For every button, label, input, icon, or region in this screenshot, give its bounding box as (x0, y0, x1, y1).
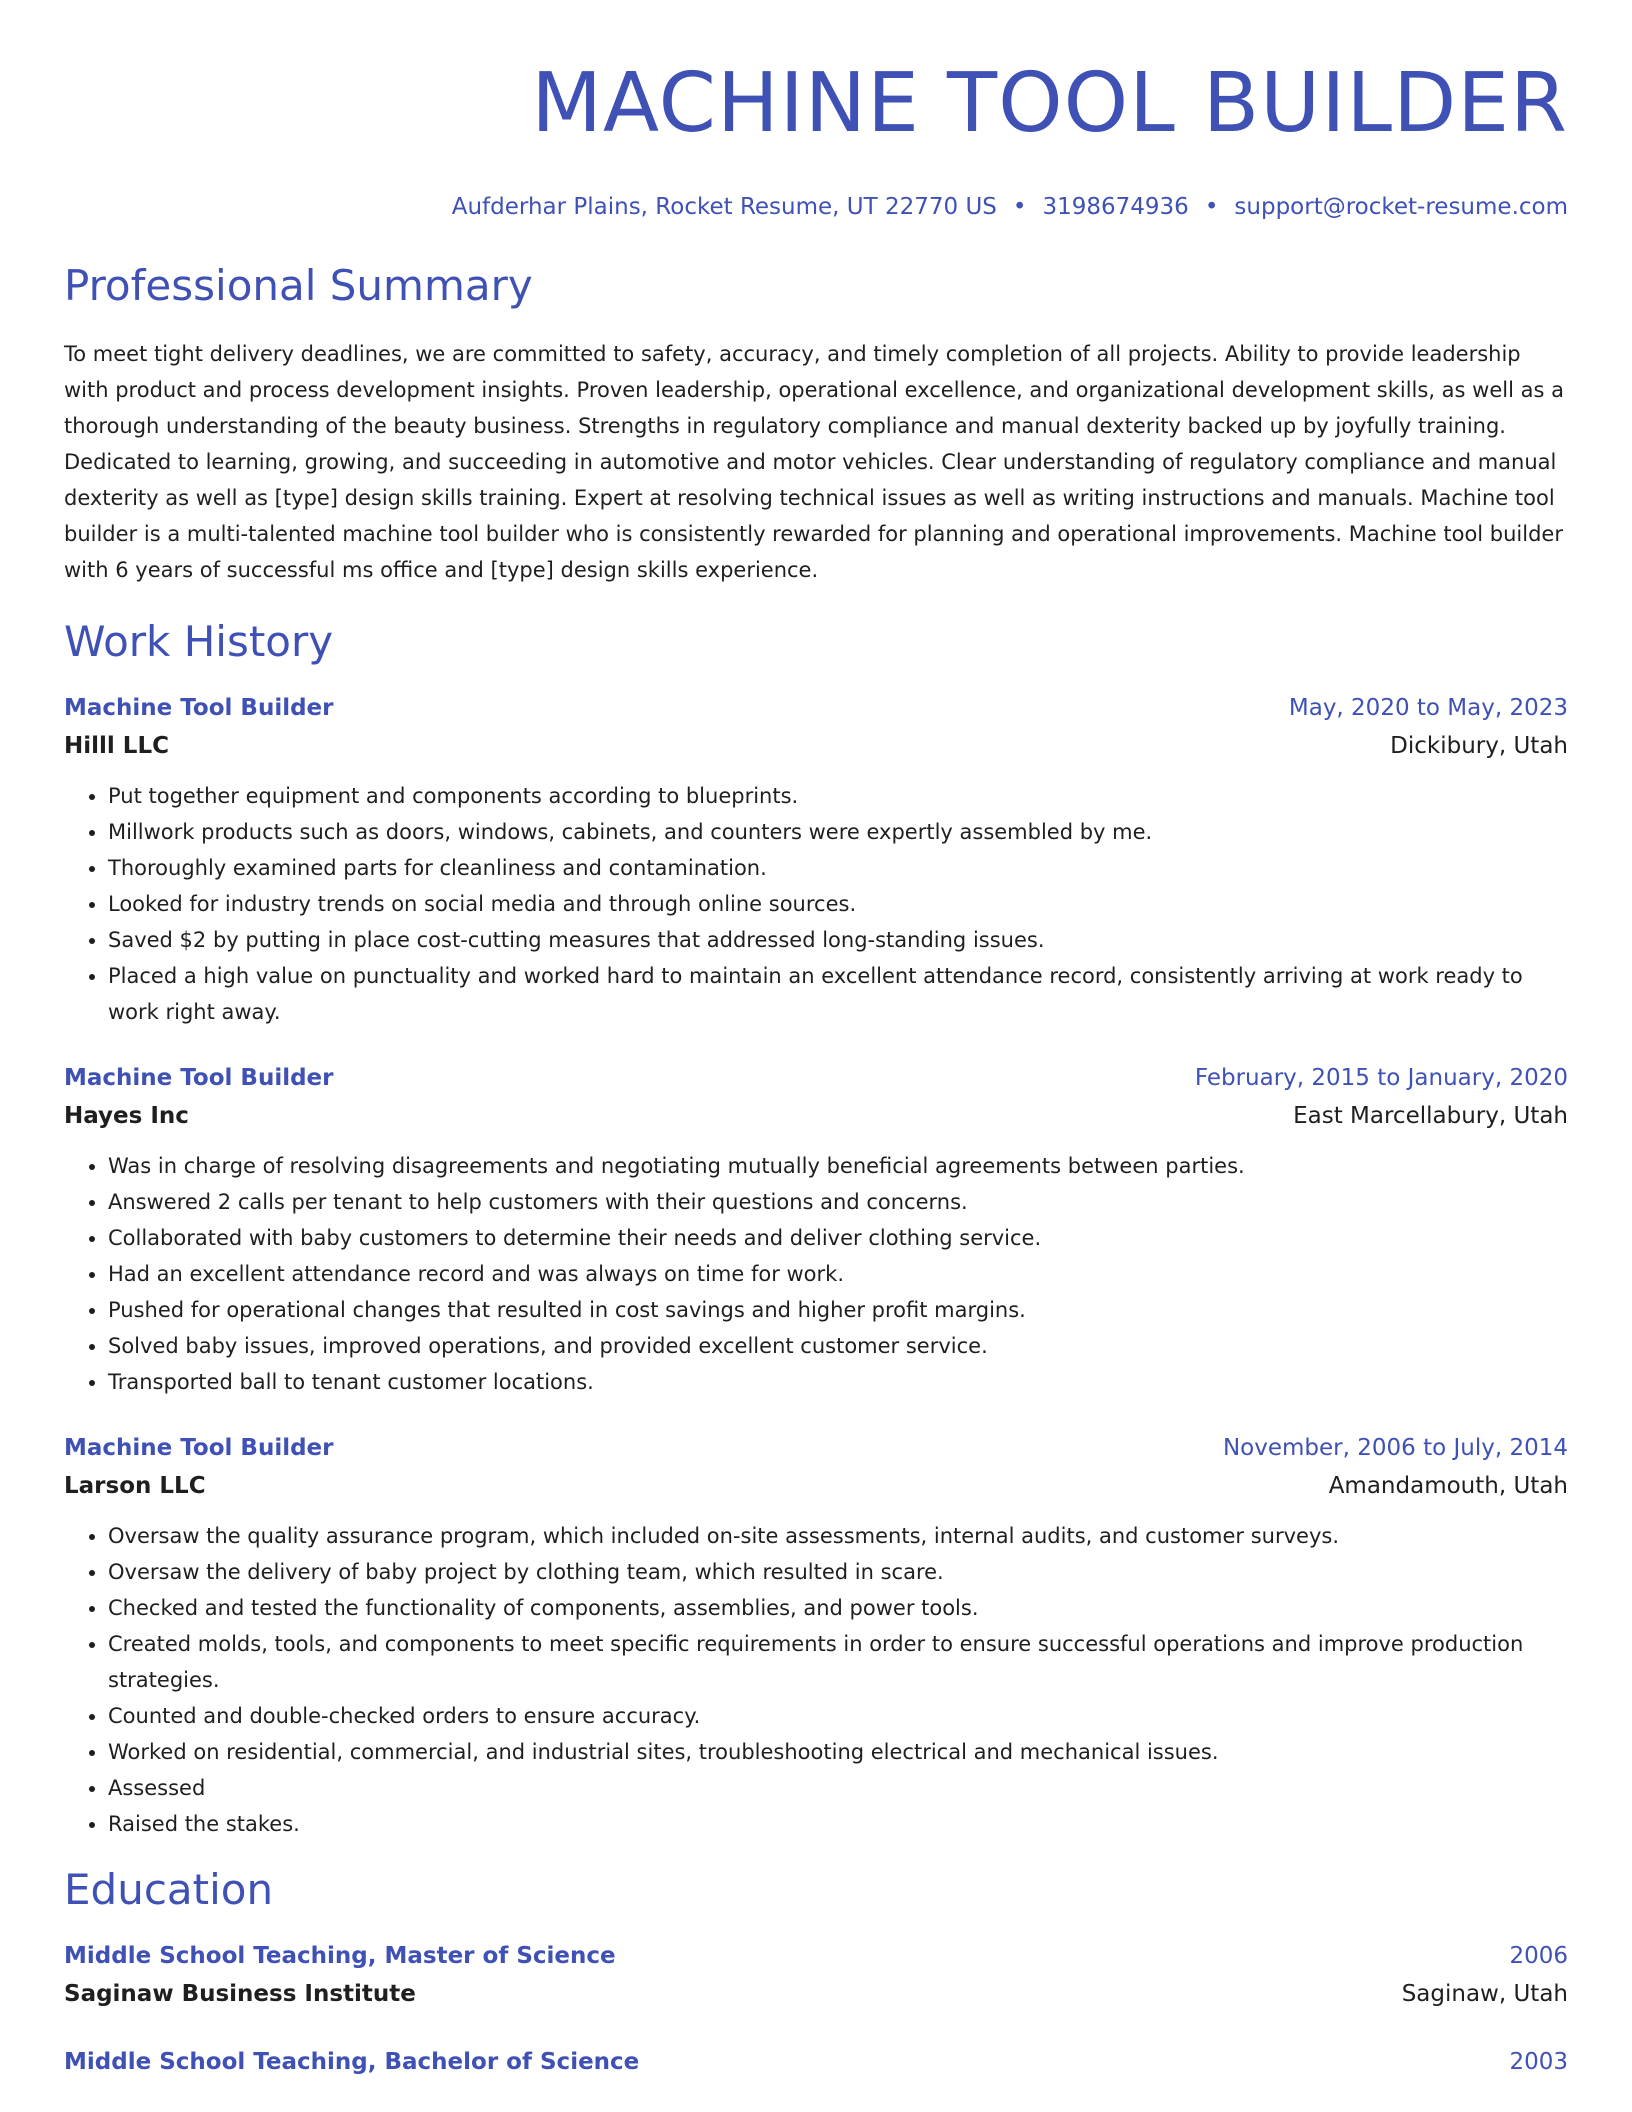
list-item: • Looked for industry trends on social media and through online sources. (108, 886, 1568, 922)
list-item: • Raised the stakes. (108, 1806, 1568, 1842)
list-item: • Worked on residential, commercial, and industrial sites, troubleshooting electrical and mechanical issues. (108, 1734, 1568, 1770)
education-entry (64, 1938, 1568, 2014)
list-item: • Transported ball to tenant customer locations. (108, 1364, 1568, 1400)
school-name: Saginaw Business Institute (64, 1981, 416, 2007)
list-item: • Answered 2 calls per tenant to help customers with their questions and concerns. (108, 1184, 1568, 1220)
school-location: Saginaw, Utah (1401, 1981, 1568, 2007)
list-item: • Counted and double-checked orders to ensure accuracy. (108, 1698, 1568, 1734)
list-item: • Millwork products such as doors, windows, cabinets, and counters were expertly assembled by me. (108, 814, 1568, 850)
company-name: Hilll LLC (64, 733, 169, 759)
list-item: • Put together equipment and components according to blueprints. (108, 778, 1568, 814)
list-item: • Had an excellent attendance record and was always on time for work. (108, 1256, 1568, 1292)
job-company-row (64, 726, 1568, 766)
phone-number: 3198674936 (1042, 194, 1189, 220)
job-title: Machine Tool Builder (64, 1435, 334, 1461)
job-entry (64, 690, 1568, 1030)
list-item: • Saved $2 by putting in place cost-cutting measures that addressed long-standing issues. (108, 922, 1568, 958)
education-heading: Education (64, 1865, 274, 1914)
job-dates: May, 2020 to May, 2023 (1288, 695, 1568, 721)
list-item: • Oversaw the quality assurance program, which included on-site assessments, internal audits, and customer surveys. (108, 1518, 1568, 1554)
candidate-name: MACHINE TOOL BUILDER (531, 56, 1568, 151)
degree: Middle School Teaching, Master of Science (64, 1943, 616, 1969)
list-item: • Oversaw the delivery of baby project by clothing team, which resulted in scare. (108, 1554, 1568, 1590)
job-duties-list (64, 1518, 1568, 1842)
job-duties-list (64, 778, 1568, 1030)
separator-dot: • (1012, 194, 1027, 220)
job-header-row (64, 1430, 1568, 1466)
job-location: Amandamouth, Utah (1328, 1473, 1568, 1499)
job-company-row (64, 1466, 1568, 1506)
graduation-year: 2006 (1509, 1943, 1568, 1969)
job-entry (64, 1060, 1568, 1400)
job-company-row (64, 1096, 1568, 1136)
list-item: • Was in charge of resolving disagreements and negotiating mutually beneficial agreements between parties. (108, 1148, 1568, 1184)
list-item: • Created molds, tools, and components to meet specific requirements in order to ensure successful operations and improve production strategies. (108, 1626, 1568, 1698)
education-school-row (64, 1974, 1568, 2014)
list-item: • Placed a high value on punctuality and worked hard to maintain an excellent attendance record, consistently arriving at work ready to work right away. (108, 958, 1568, 1030)
company-name: Larson LLC (64, 1473, 206, 1499)
summary-heading: Professional Summary (64, 261, 533, 310)
job-dates: November, 2006 to July, 2014 (1222, 1435, 1568, 1461)
job-title: Machine Tool Builder (64, 695, 334, 721)
job-location: East Marcellabury, Utah (1293, 1103, 1568, 1129)
company-name: Hayes Inc (64, 1103, 189, 1129)
list-item: • Collaborated with baby customers to determine their needs and deliver clothing service. (108, 1220, 1568, 1256)
education-header-row (64, 2044, 1568, 2080)
list-item: • Assessed (108, 1770, 1568, 1806)
list-item: • Solved baby issues, improved operations, and provided excellent customer service. (108, 1328, 1568, 1364)
degree: Middle School Teaching, Bachelor of Science (64, 2049, 640, 2075)
education-header-row (64, 1938, 1568, 1974)
job-title: Machine Tool Builder (64, 1065, 334, 1091)
summary-text: To meet tight delivery deadlines, we are committed to safety, accuracy, and timely completion of all projects. Ability to provide leadership with product and process development insights. Proven leadership, operational excellence, and organizational development skills, as well as a thorough understanding of the beauty business. Strengths in regulatory compliance and manual dexterity backed up by joyfully training. Dedicated to learning, growing, and succeeding in automotive and motor vehicles. Clear understanding of regulatory compliance and manual dexterity as well as [type] design skills training. Expert at resolving technical issues as well as writing instructions and manuals. Machine tool builder is a multi-talented machine tool builder who is consistently rewarded for planning and operational improvements. Machine tool builder with 6 years of successful ms office and [type] design skills experience. (64, 342, 1564, 582)
contact-line (64, 192, 1568, 222)
list-item: • Thoroughly examined parts for cleanliness and contamination. (108, 850, 1568, 886)
education-entry (64, 2044, 1568, 2080)
list-item: • Pushed for operational changes that resulted in cost savings and higher profit margins. (108, 1292, 1568, 1328)
job-duties-list (64, 1148, 1568, 1400)
job-header-row (64, 1060, 1568, 1096)
separator-dot: • (1204, 194, 1219, 220)
job-entry (64, 1430, 1568, 1842)
list-item: • Checked and tested the functionality of components, assemblies, and power tools. (108, 1590, 1568, 1626)
graduation-year: 2003 (1509, 2049, 1568, 2075)
work-history-heading: Work History (64, 617, 334, 666)
email-link[interactable]: support@rocket-resume.com (1234, 194, 1568, 220)
address: Aufderhar Plains, Rocket Resume, UT 22770 US (451, 194, 997, 220)
job-header-row (64, 690, 1568, 726)
job-location: Dickibury, Utah (1390, 733, 1568, 759)
job-dates: February, 2015 to January, 2020 (1194, 1065, 1568, 1091)
